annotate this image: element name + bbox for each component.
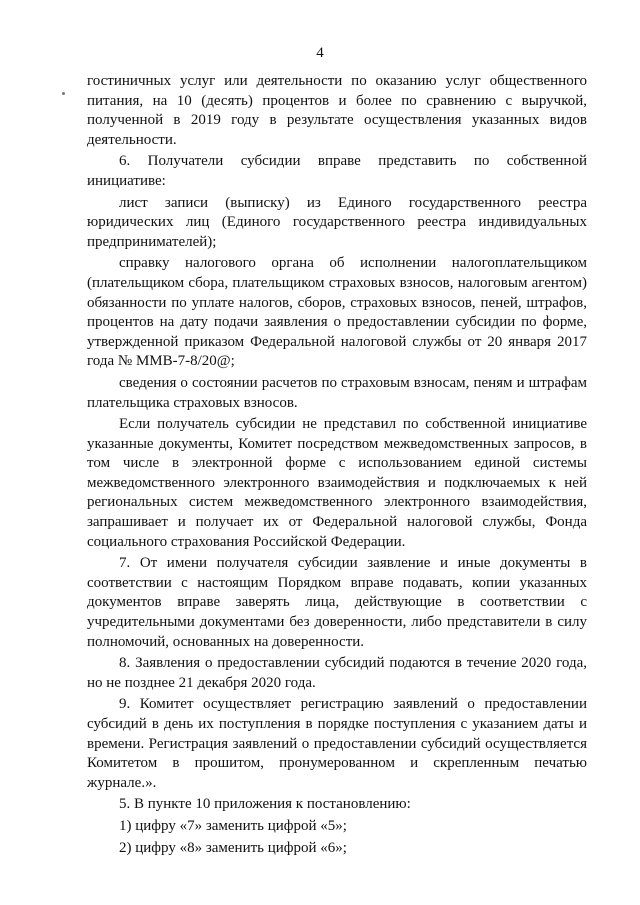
paragraph-tax-certificate: справку налогового органа об исполнении налогоплательщиком (плательщиком сбора, плательщиком страховых взносов, налоговым агентом) обязанности по уплате налогов, сборов, страховых взносов, пеней, штрафов, процентов на дату подачи заявления о предоставлении субсидии по форме, утвержденной приказом Федеральной налоговой службы от 20 января 2017 года № ММВ-7-8/20@; [87, 255, 587, 370]
paragraph-egrul-extract: лист записи (выписку) из Единого государственного реестра юридических лиц (Единого государственного реестра индивидуальных предпринимателей); [87, 194, 587, 250]
document-body [87, 72, 587, 860]
scan-dot [62, 92, 65, 95]
paragraph-amendment-5: 5. В пункте 10 приложения к постановлению: [119, 796, 411, 813]
paragraph-item-7: 7. От имени получателя субсидии заявление и иные документы в соответствии с настоящим Порядком вправе подавать, копии указанных документов вправе заверять лица, действующие в соответствии с учредительными документами без доверенности, либо представители в силу полномочий, основанных на доверенности. [87, 555, 587, 650]
paragraph-amendment-5-1: 1) цифру «7» заменить цифрой «5»; [119, 817, 347, 834]
paragraph-interagency-requests: Если получатель субсидии не представил по собственной инициативе указанные документы, Комитет посредством межведомственных запросов, в том числе в электронной форме с использованием единой системы межведомственного электронного взаимодействия и подключаемых к ней региональных систем межведомственного электронного взаимодействия, запрашивает и получает их от Федеральной налоговой службы, Фонда социального страхования Российской Федерации. [87, 416, 587, 550]
paragraph-insurance-settlements: сведения о состоянии расчетов по страховым взносам, пеням и штрафам плательщика страховых взносов. [87, 374, 587, 411]
paragraph-item-9: 9. Комитет осуществляет регистрацию заявлений о предоставлении субсидий в день их поступления в порядке поступления с указанием даты и времени. Регистрация заявлений о предоставлении субсидий осуществляется Комитетом в прошитом, пронумерованном и скрепленным печатью журнале.». [87, 696, 587, 791]
paragraph-amendment-5-2: 2) цифру «8» заменить цифрой «6»; [119, 839, 347, 856]
paragraph-item-8: 8. Заявления о предоставлении субсидий подаются в течение 2020 года, но не позднее 21 декабря 2020 года. [87, 655, 587, 691]
paragraph-item-6: 6. Получатели субсидии вправе представить по собственной инициативе: [87, 153, 587, 189]
paragraph-continuation: гостиничных услуг или деятельности по оказанию услуг общественного питания, на 10 (десять) процентов и более по сравнению с выручкой, полученной в 2019 году в результате осуществления указанных видов деятельности. [87, 73, 587, 148]
page-number: 4 [316, 45, 324, 61]
